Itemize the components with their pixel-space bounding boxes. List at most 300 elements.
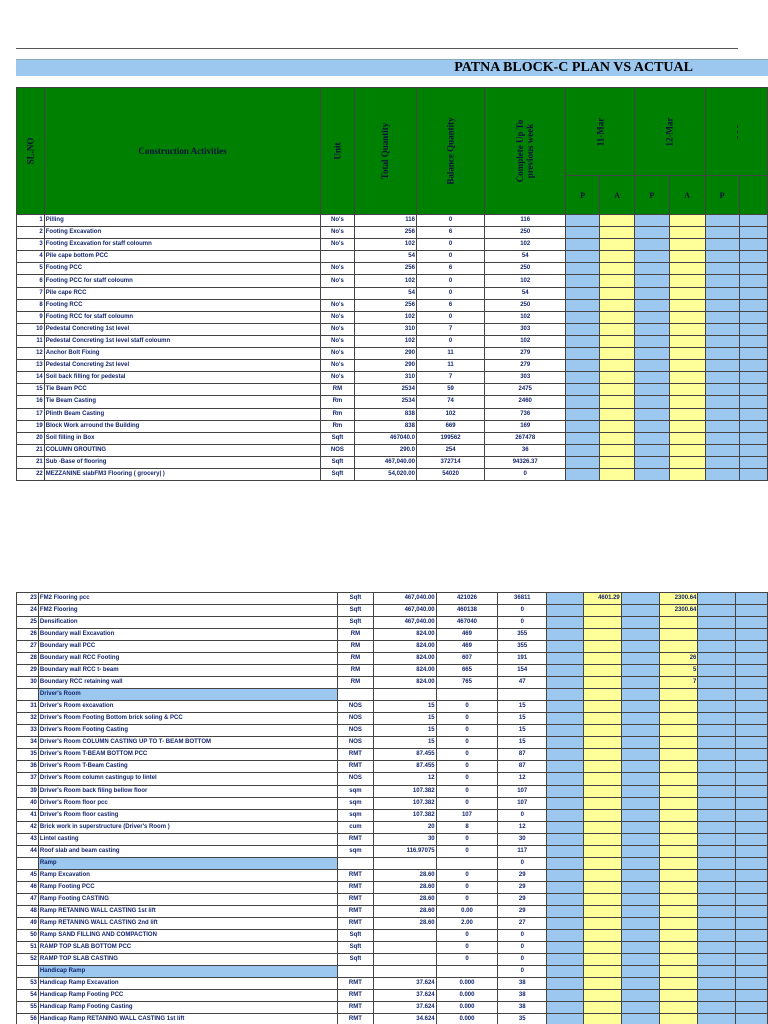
table-cell <box>436 689 498 701</box>
table-cell <box>698 821 736 833</box>
table-row <box>17 713 768 725</box>
table-cell <box>739 348 767 360</box>
table-cell <box>583 773 621 785</box>
table-cell: RM <box>321 384 355 396</box>
table-cell: 2300.64 <box>659 605 698 617</box>
table-cell <box>566 275 600 287</box>
table-cell: Brick work in superstructure (Driver's Room ) <box>38 821 337 833</box>
table-cell: NOS <box>338 737 374 749</box>
table-cell: No's <box>321 372 355 384</box>
table-cell: 0.000 <box>436 1002 498 1014</box>
table-cell <box>698 761 736 773</box>
table-cell: 191 <box>498 653 547 665</box>
table-cell <box>547 689 584 701</box>
table-cell <box>698 593 736 605</box>
table-cell <box>547 761 584 773</box>
table-cell <box>600 311 635 323</box>
table-cell <box>583 809 621 821</box>
table-cell <box>736 737 768 749</box>
table-cell <box>547 953 584 965</box>
table-2-body <box>17 593 768 1024</box>
header-date-2: 12-Mar <box>634 88 705 176</box>
table-cell <box>698 785 736 797</box>
table-row <box>17 653 768 665</box>
table-cell: 2460 <box>485 396 566 408</box>
table-cell <box>736 677 768 689</box>
table-cell <box>698 978 736 990</box>
table-cell <box>621 641 659 653</box>
table-cell: 54 <box>354 251 416 263</box>
table-cell: 15 <box>17 384 45 396</box>
table-row <box>17 1014 768 1024</box>
table-cell: 28.60 <box>373 881 436 893</box>
table-cell: Pilling <box>44 215 320 227</box>
table-cell: Ramp Excavation <box>38 869 337 881</box>
table-cell: 256 <box>354 263 416 275</box>
table-cell <box>736 689 768 701</box>
table-cell <box>566 396 600 408</box>
table-cell <box>698 725 736 737</box>
table-cell: Block Work arround the Building <box>44 420 320 432</box>
table-cell: 45 <box>17 869 39 881</box>
table-cell: 0 <box>436 833 498 845</box>
table-cell: 838 <box>354 420 416 432</box>
table-cell: 53 <box>17 978 39 990</box>
table-cell: sqm <box>338 809 374 821</box>
table-cell <box>621 893 659 905</box>
table-cell <box>17 857 39 869</box>
table-cell <box>338 965 374 977</box>
table-cell: Sqft <box>338 605 374 617</box>
table-cell <box>698 629 736 641</box>
table-cell <box>600 420 635 432</box>
table-cell: 28.60 <box>373 893 436 905</box>
table-cell <box>547 1014 584 1024</box>
table-cell <box>600 251 635 263</box>
table-cell: 28 <box>17 653 39 665</box>
table-cell <box>659 857 698 869</box>
table-cell: Pile cape bottom PCC <box>44 251 320 263</box>
table-cell <box>634 408 669 420</box>
table-cell <box>566 372 600 384</box>
table-cell <box>736 833 768 845</box>
table-cell <box>659 689 698 701</box>
table-cell <box>736 941 768 953</box>
table-row <box>17 833 768 845</box>
table-cell <box>566 408 600 420</box>
table-cell: 44 <box>17 845 39 857</box>
table-cell <box>566 335 600 347</box>
table-cell <box>705 444 739 456</box>
table-cell <box>621 990 659 1002</box>
table-cell <box>698 797 736 809</box>
table-cell <box>634 456 669 468</box>
table-row <box>17 263 768 275</box>
table-cell: Footing RCC <box>44 299 320 311</box>
table-cell <box>736 653 768 665</box>
table-cell <box>659 725 698 737</box>
table-cell <box>600 432 635 444</box>
table-cell <box>547 665 584 677</box>
table-cell <box>566 263 600 275</box>
table-cell: Sub -Base of flooring <box>44 456 320 468</box>
table-cell: 7 <box>17 287 45 299</box>
table-cell <box>739 275 767 287</box>
table-cell: NOS <box>338 701 374 713</box>
table-cell: 22 <box>17 468 45 480</box>
table-cell <box>621 617 659 629</box>
table-cell: 54 <box>485 287 566 299</box>
table-cell: Driver's Room floor pcc <box>38 797 337 809</box>
header-plan: P <box>634 176 669 215</box>
table-cell <box>705 335 739 347</box>
table-cell: 29 <box>498 869 547 881</box>
table-cell <box>705 360 739 372</box>
table-cell: 11 <box>416 360 484 372</box>
table-cell <box>736 809 768 821</box>
table-cell: 11 <box>17 335 45 347</box>
table-cell: 279 <box>485 360 566 372</box>
table-cell <box>566 348 600 360</box>
table-cell: 256 <box>354 227 416 239</box>
table-row <box>17 857 768 869</box>
table-cell: cum <box>338 821 374 833</box>
table-cell: 52 <box>17 953 39 965</box>
table-cell <box>698 617 736 629</box>
table-cell: RMT <box>338 893 374 905</box>
table-cell: Sqft <box>338 941 374 953</box>
table-cell <box>583 641 621 653</box>
table-cell <box>583 929 621 941</box>
table-row <box>17 749 768 761</box>
table-cell: No's <box>321 227 355 239</box>
table-cell: 290 <box>354 348 416 360</box>
table-cell <box>698 893 736 905</box>
table-cell <box>600 360 635 372</box>
table-cell: 9 <box>17 311 45 323</box>
table-cell <box>17 689 39 701</box>
table-cell: No's <box>321 215 355 227</box>
table-cell <box>736 881 768 893</box>
table-cell: 25 <box>17 617 39 629</box>
table-cell: 15 <box>373 737 436 749</box>
header-date-1: 11-Mar <box>566 88 635 176</box>
table-cell: 4601.29 <box>583 593 621 605</box>
table-row <box>17 773 768 785</box>
table-row <box>17 641 768 653</box>
table-cell: 36 <box>17 761 39 773</box>
table-cell <box>621 785 659 797</box>
table-cell <box>634 444 669 456</box>
table-row <box>17 725 768 737</box>
table-cell <box>566 384 600 396</box>
table-cell: 38 <box>498 978 547 990</box>
table-cell: 0.000 <box>436 990 498 1002</box>
table-cell: 116 <box>354 215 416 227</box>
table-cell: 107.382 <box>373 809 436 821</box>
table-row <box>17 1002 768 1014</box>
table-cell <box>739 335 767 347</box>
table-cell <box>739 468 767 480</box>
table-cell <box>736 641 768 653</box>
table-cell <box>547 737 584 749</box>
table-cell: 467,040.00 <box>373 617 436 629</box>
table-cell <box>705 420 739 432</box>
table-cell: 250 <box>485 299 566 311</box>
table-cell <box>698 881 736 893</box>
table-cell: 4 <box>17 251 45 263</box>
table-cell: Pedestal Concreting 2st level <box>44 360 320 372</box>
table-cell <box>600 239 635 251</box>
table-cell <box>583 749 621 761</box>
table-cell: 15 <box>498 737 547 749</box>
table-cell: 12 <box>498 773 547 785</box>
table-cell: sqm <box>338 845 374 857</box>
table-row <box>17 881 768 893</box>
table-cell <box>621 761 659 773</box>
header-actual <box>739 176 767 215</box>
table-cell: 54020 <box>416 468 484 480</box>
table-cell: 838 <box>354 408 416 420</box>
table-cell <box>669 251 705 263</box>
table-cell: 35 <box>498 1014 547 1024</box>
table-cell <box>736 869 768 881</box>
table-cell: 3 <box>17 239 45 251</box>
table-cell: No's <box>321 360 355 372</box>
table-cell <box>621 629 659 641</box>
table-cell: 290.0 <box>354 444 416 456</box>
table-cell: 0 <box>416 215 484 227</box>
table-row <box>17 629 768 641</box>
table-cell <box>659 893 698 905</box>
table-cell <box>547 617 584 629</box>
table-cell <box>698 857 736 869</box>
table-cell <box>583 978 621 990</box>
table-cell <box>739 432 767 444</box>
table-cell <box>634 239 669 251</box>
table-cell <box>659 809 698 821</box>
table-cell: Ramp RETANING WALL CASTING 2nd lift <box>38 917 337 929</box>
table-cell <box>739 227 767 239</box>
table-cell <box>739 239 767 251</box>
table-cell <box>621 965 659 977</box>
table-cell <box>583 665 621 677</box>
table-cell: 51 <box>17 941 39 953</box>
table-cell: Driver's Room column castingup to lintel <box>38 773 337 785</box>
table-row <box>17 372 768 384</box>
table-cell <box>698 905 736 917</box>
table-cell <box>583 737 621 749</box>
table-cell <box>736 857 768 869</box>
table-cell: 0 <box>416 251 484 263</box>
table-cell: 24 <box>17 605 39 617</box>
table-cell: RMT <box>338 1014 374 1024</box>
table-cell <box>698 845 736 857</box>
table-cell: Footing PCC <box>44 263 320 275</box>
table-cell: 303 <box>485 323 566 335</box>
table-cell <box>600 227 635 239</box>
header-complete: Complete Up To previous week <box>485 88 566 215</box>
table-cell <box>705 468 739 480</box>
table-cell <box>621 881 659 893</box>
table-cell: Ramp <box>38 857 337 869</box>
table-cell: sqm <box>338 797 374 809</box>
table-cell <box>583 689 621 701</box>
table-cell: Sqft <box>321 432 355 444</box>
table-cell <box>600 215 635 227</box>
table-cell <box>634 335 669 347</box>
table-cell: 116 <box>485 215 566 227</box>
table-row <box>17 990 768 1002</box>
table-cell <box>321 287 355 299</box>
table-cell <box>621 905 659 917</box>
table-cell <box>698 653 736 665</box>
table-cell <box>736 965 768 977</box>
table-cell: 107 <box>498 785 547 797</box>
table-cell: 0 <box>436 773 498 785</box>
table-cell <box>547 893 584 905</box>
table-cell <box>583 713 621 725</box>
table-cell <box>634 372 669 384</box>
table-cell: 37.624 <box>373 1002 436 1014</box>
table-cell <box>621 833 659 845</box>
table-cell: 0 <box>436 701 498 713</box>
table-cell <box>547 857 584 869</box>
table-cell <box>583 917 621 929</box>
table-cell: RM <box>338 629 374 641</box>
table-cell: 39 <box>17 785 39 797</box>
table-cell: 30 <box>17 677 39 689</box>
table-cell: 460138 <box>436 605 498 617</box>
table-cell: 29 <box>498 881 547 893</box>
table-cell: 154 <box>498 665 547 677</box>
table-cell <box>739 360 767 372</box>
table-cell <box>547 917 584 929</box>
table-cell: 765 <box>436 677 498 689</box>
table-cell: Driver's Room back filing bellow floor <box>38 785 337 797</box>
table-cell: 0 <box>436 725 498 737</box>
table-cell <box>659 797 698 809</box>
table-row <box>17 965 768 977</box>
table-row <box>17 287 768 299</box>
table-cell: Sqft <box>338 929 374 941</box>
table-cell <box>659 929 698 941</box>
table-row <box>17 348 768 360</box>
table-cell: 0 <box>436 713 498 725</box>
table-cell <box>566 287 600 299</box>
table-cell: 0 <box>436 941 498 953</box>
table-cell <box>698 713 736 725</box>
table-cell <box>659 749 698 761</box>
table-cell <box>436 965 498 977</box>
table-cell: 11 <box>416 348 484 360</box>
table-cell: 0 <box>436 785 498 797</box>
table-row <box>17 384 768 396</box>
table-cell: 0 <box>485 468 566 480</box>
table-cell <box>566 227 600 239</box>
table-cell: 14 <box>17 372 45 384</box>
header-plan: P <box>705 176 739 215</box>
table-cell <box>547 978 584 990</box>
table-cell <box>698 677 736 689</box>
table-cell: RMT <box>338 1002 374 1014</box>
table-cell <box>739 408 767 420</box>
table-cell <box>634 323 669 335</box>
table-cell <box>669 335 705 347</box>
table-cell <box>736 761 768 773</box>
table-cell: 50 <box>17 929 39 941</box>
table-cell <box>739 372 767 384</box>
table-cell <box>669 299 705 311</box>
table-cell: No's <box>321 263 355 275</box>
table-cell <box>705 432 739 444</box>
table-cell <box>621 809 659 821</box>
table-cell: RM <box>338 653 374 665</box>
table-cell: 5 <box>17 263 45 275</box>
table-cell <box>739 456 767 468</box>
table-cell <box>600 372 635 384</box>
table-cell: 102 <box>354 239 416 251</box>
table-row <box>17 905 768 917</box>
table-cell <box>634 420 669 432</box>
table-cell: 102 <box>354 335 416 347</box>
table-cell: 2534 <box>354 384 416 396</box>
table-cell: Boundary wall RCC Footing <box>38 653 337 665</box>
table-cell <box>698 809 736 821</box>
table-cell <box>583 701 621 713</box>
table-cell: RMT <box>338 833 374 845</box>
table-cell <box>566 323 600 335</box>
table-row <box>17 468 768 480</box>
table-cell <box>621 797 659 809</box>
table-cell <box>583 869 621 881</box>
table-cell: 467,040.00 <box>373 605 436 617</box>
table-cell <box>736 1014 768 1024</box>
table-cell: NOS <box>338 773 374 785</box>
table-cell <box>659 978 698 990</box>
table-cell <box>659 821 698 833</box>
table-cell: 43 <box>17 833 39 845</box>
table-cell <box>659 713 698 725</box>
table-cell <box>547 845 584 857</box>
table-cell <box>600 468 635 480</box>
table-cell <box>705 323 739 335</box>
table-row <box>17 953 768 965</box>
table-cell <box>669 408 705 420</box>
table-cell <box>547 677 584 689</box>
table-cell: 0 <box>436 761 498 773</box>
table-cell: 94326.37 <box>485 456 566 468</box>
table-cell: Anchor Bolt Fixing <box>44 348 320 360</box>
table-cell: 107 <box>498 797 547 809</box>
title-bar <box>16 59 768 76</box>
table-row <box>17 251 768 263</box>
table-row <box>17 420 768 432</box>
header-plan: P <box>566 176 600 215</box>
table-cell <box>583 833 621 845</box>
table-cell <box>698 953 736 965</box>
table-cell <box>17 965 39 977</box>
table-row <box>17 456 768 468</box>
table-cell <box>705 239 739 251</box>
table-cell <box>547 941 584 953</box>
table-cell <box>634 215 669 227</box>
table-cell: 102 <box>485 311 566 323</box>
table-cell: Lintel casting <box>38 833 337 845</box>
table-cell <box>621 749 659 761</box>
table-cell: 0 <box>436 929 498 941</box>
table-cell <box>736 953 768 965</box>
